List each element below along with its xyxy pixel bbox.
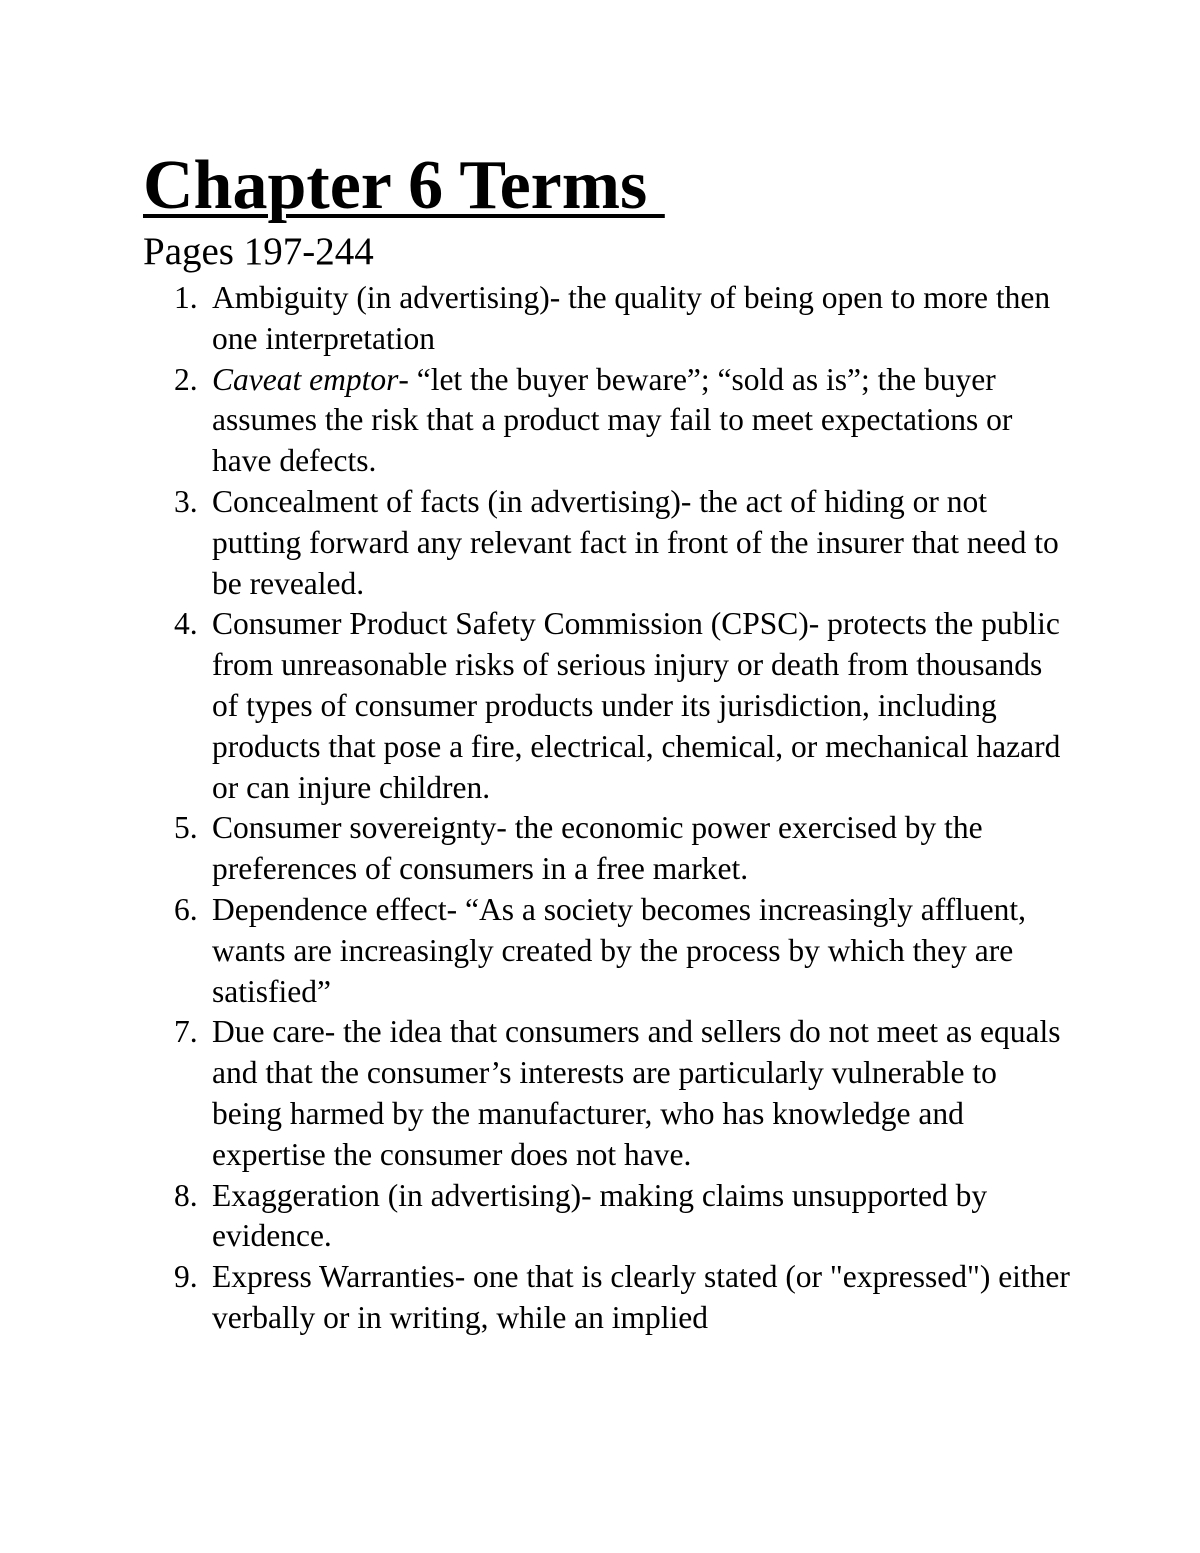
term-item-4	[0, 604, 1072, 808]
term-name: Consumer sovereignty	[212, 810, 497, 846]
term-name: Concealment of facts (in advertising)	[212, 483, 681, 519]
term-item-5	[0, 808, 1072, 890]
term-item-8	[0, 1176, 1072, 1258]
term-name: Consumer Product Safety Commission (CPSC)	[212, 606, 809, 642]
term-name: Caveat emptor	[212, 361, 399, 397]
term-definition: - making claims unsupported by evidence.	[212, 1177, 988, 1254]
term-definition: - the economic power exercised by the preferences of consumers in a free market.	[212, 810, 983, 887]
term-name: Exaggeration (in advertising)	[212, 1177, 582, 1213]
term-number: 2.	[174, 361, 198, 397]
term-number: 7.	[174, 1014, 198, 1050]
term-item-7	[0, 1012, 1072, 1175]
term-name: Due care	[212, 1014, 325, 1050]
term-definition: - the idea that consumers and sellers do not meet as equals and that the consumer’s interests are particularly vulnerable to being harmed by the manufacturer, who has knowledge and expertise the consumer does not have.	[212, 1014, 1061, 1172]
page-title: Chapter 6 Terms	[143, 147, 665, 224]
term-item-6	[0, 890, 1072, 1012]
term-item-1	[0, 278, 1072, 360]
page-range-subtitle: Pages 197-244	[143, 230, 374, 273]
term-item-9	[0, 1257, 1072, 1339]
term-number: 8.	[174, 1177, 198, 1213]
term-definition: - “let the buyer beware”; “sold as is”; the buyer assumes the risk that a product may fail to meet expectations or have defects.	[212, 361, 1013, 479]
term-item-2	[0, 360, 1072, 482]
term-number: 9.	[174, 1259, 198, 1295]
term-definition: - “As a society becomes increasingly affluent, wants are increasingly created by the process by which they are satisfied”	[212, 891, 1026, 1009]
terms-list	[0, 278, 1200, 1339]
term-definition: - protects the public from unreasonable risks of serious injury or death from thousands of types of consumer products under its jurisdiction, including products that pose a fire, electrical, chemical, or mechanical hazard or can injure children.	[212, 606, 1061, 805]
term-number: 4.	[174, 606, 198, 642]
term-name: Ambiguity (in advertising)	[212, 280, 550, 315]
term-number: 1.	[174, 280, 198, 315]
term-number: 6.	[174, 891, 198, 927]
term-item-3	[0, 482, 1072, 604]
term-name: Express Warranties	[212, 1259, 455, 1295]
term-definition: - one that is clearly stated (or "expressed") either verbally or in writing, while an implied	[212, 1259, 1070, 1335]
term-definition: - the quality of being open to more then one interpretation	[212, 280, 1051, 356]
term-name: Dependence effect	[212, 891, 447, 927]
term-number: 5.	[174, 810, 198, 846]
term-definition: - the act of hiding or not putting forward any relevant fact in front of the insurer that need to be revealed.	[212, 483, 1059, 601]
term-number: 3.	[174, 483, 198, 519]
